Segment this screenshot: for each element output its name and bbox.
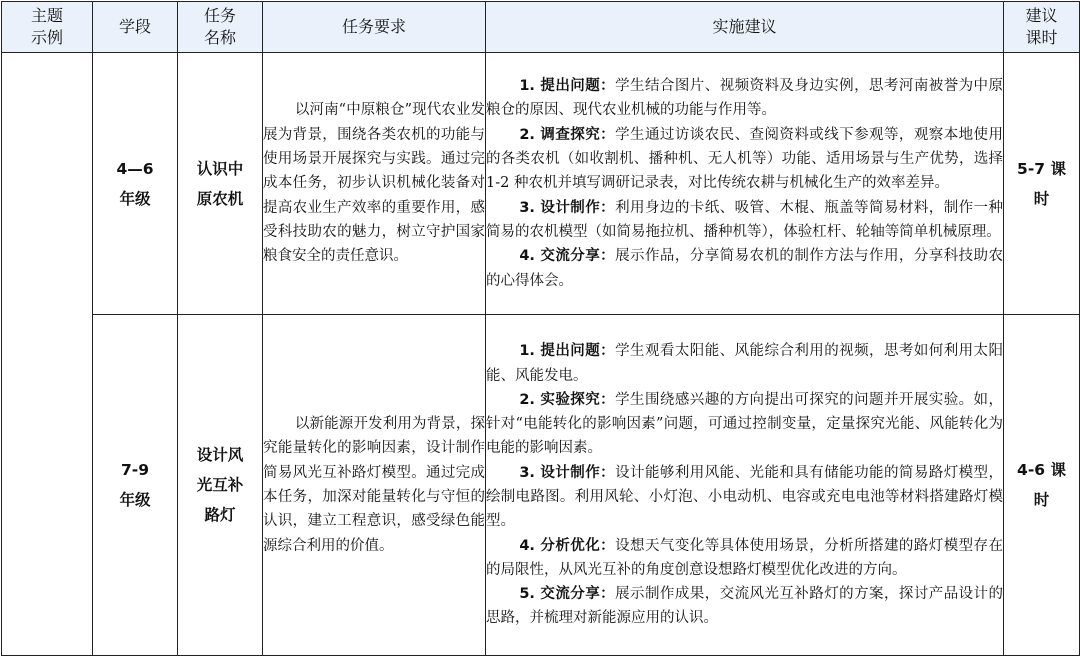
stage-cell: 4—6 年级 <box>93 53 178 315</box>
stage-cell: 7-9 年级 <box>93 315 178 656</box>
step-item: 5. 交流分享：展示制作成果，交流风光互补路灯的方案，探讨产品设计的思路，并梳理对新能源应用的认识。 <box>486 586 1003 627</box>
task-name-cell: 认识中 原农机 <box>178 53 263 315</box>
requirement-cell <box>263 53 486 315</box>
step-item: 2. 调查探究：学生通过访谈农民、查阅资料或线下参观等，观察本地使用的各类农机（如收割机、播种机、无人机等）功能、适用场景与生产优势，选择 1-2 种农机并填写调研记录表，对比传统农耕与机械化生产的效率差异。 <box>486 126 1003 192</box>
header-requirement: 任务要求 <box>263 2 486 53</box>
table-row <box>2 53 1080 315</box>
header-hours: 建议 课时 <box>1004 2 1080 53</box>
table-row <box>2 315 1080 656</box>
step-item: 2. 实验探究：学生围绕感兴趣的方向提出可探究的问题并开展实验。如，针对“电能转化的影响因素”问题，可通过控制变量，定量探究光能、风能转化为电能的影响因素。 <box>486 391 1003 457</box>
requirement-text: 以河南“中原粮仓”现代农业发展为背景，围绕各类农机的功能与使用场景开展探究与实践。通过完成本任务，初步认识机械化装备对提高农业生产效率的重要作用，感受科技助农的魅力，树立守护国家粮食安全的责任意识。 <box>263 102 485 265</box>
implementation-cell <box>486 53 1004 315</box>
theme-cell <box>2 53 93 656</box>
task-table <box>1 1 1080 656</box>
step-item: 1. 提出问题：学生结合图片、视频资料及身边实例，思考河南被誉为中原粮仓的原因、现代农业机械的功能与作用等。 <box>486 78 1003 119</box>
hours-cell: 5-7 课 时 <box>1004 53 1080 315</box>
header-implementation: 实施建议 <box>486 2 1004 53</box>
header-row <box>2 2 1080 53</box>
header-task-name: 任务 名称 <box>178 2 263 53</box>
requirement-cell <box>263 315 486 656</box>
hours-cell: 4-6 课 时 <box>1004 315 1080 656</box>
step-item: 1. 提出问题：学生观看太阳能、风能综合利用的视频，思考如何利用太阳能、风能发电。 <box>486 343 1003 384</box>
step-item: 3. 设计制作：利用身边的卡纸、吸管、木棍、瓶盖等简易材料，制作一种简易的农机模型（如简易拖拉机、播种机等），体验杠杆、轮轴等简单机械原理。 <box>486 199 1003 240</box>
header-theme: 主题 示例 <box>2 2 93 53</box>
implementation-cell <box>486 315 1004 656</box>
step-item: 4. 分析优化：设想天气变化等具体使用场景，分析所搭建的路灯模型存在的局限性，从风光互补的角度创意设想路灯模型优化改进的方向。 <box>486 537 1003 578</box>
header-stage: 学段 <box>93 2 178 53</box>
step-item: 3. 设计制作：设计能够利用风能、光能和具有储能功能的简易路灯模型，绘制电路图。利用风轮、小灯泡、小电动机、电容或充电电池等材料搭建路灯模型。 <box>486 464 1003 530</box>
task-name-cell: 设计风 光互补 路灯 <box>178 315 263 656</box>
requirement-text: 以新能源开发利用为背景，探究能量转化的影响因素，设计制作简易风光互补路灯模型。通过完成本任务，加深对能量转化与守恒的认识，建立工程意识，感受绿色能源综合利用的价值。 <box>263 416 485 554</box>
step-item: 4. 交流分享：展示作品，分享简易农机的制作方法与作用，分享科技助农的心得体会。 <box>486 248 1003 289</box>
